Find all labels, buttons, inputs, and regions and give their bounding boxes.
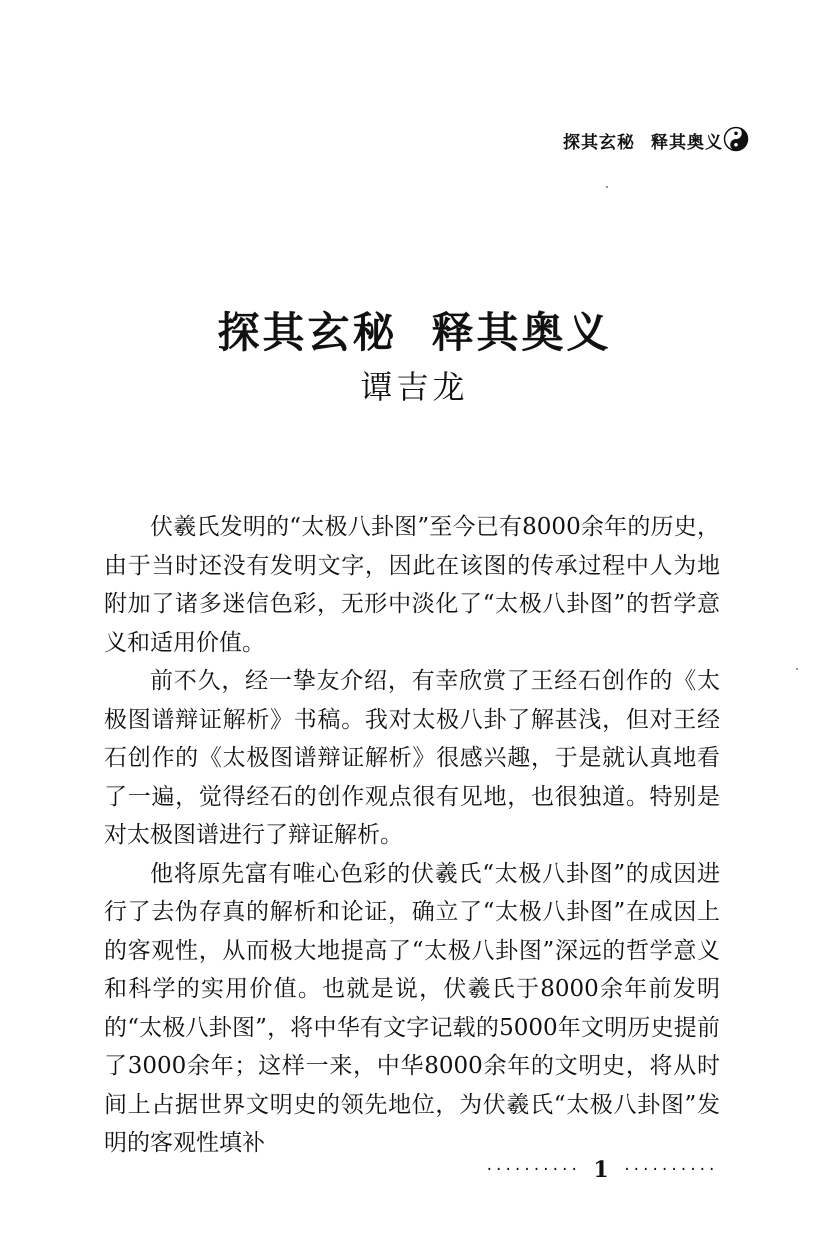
page-title [0, 300, 829, 360]
page-number: 1 [593, 1157, 609, 1183]
header-right-text: 释其奥义 [651, 133, 723, 153]
page-folio [485, 1157, 717, 1183]
header-left-text: 探其玄秘 [563, 133, 635, 153]
paragraph-3: 他将原先富有唯心色彩的伏羲氏“太极八卦图”的成因进行了去伪存真的解析和论证，确立了“太极八卦图”在成因上的客观性，从而极大地提高了“太极八卦图”深远的哲学意义和科学的实用价值。也就是说，伏羲氏于8000余年前发明的“太极八卦图”，将中华有文字记载的5000年文明历史提前了3000余年；这样一来，中华8000余年的文明史，将从时间上占据世界文明史的领先地位，为伏羲氏“太极八卦图”发明的客观性填补 [104, 860, 720, 1156]
author-name: 谭吉龙 [360, 368, 469, 406]
scan-speck [796, 668, 798, 670]
folio-dots-left: ·········· [485, 1162, 580, 1178]
paragraph-1: 伏羲氏发明的“太极八卦图”至今已有8000余年的历史，由于当时还没有发明文字，因此在该图的传承过程中人为地附加了诸多迷信色彩，无形中淡化了“太极八卦图”的哲学意义和适用价值。 [104, 514, 720, 656]
yin-yang-icon [723, 126, 749, 152]
paragraph-2: 前不久，经一挚友介绍，有幸欣赏了王经石创作的《太极图谱辩证解析》书稿。我对太极八卦了解甚浅，但对王经石创作的《太极图谱辩证解析》很感兴趣，于是就认真地看了一遍，觉得经石的创作观点很有见地，也很独道。特别是对太极图谱进行了辩证解析。 [104, 668, 720, 848]
article-body [104, 508, 720, 1163]
folio-dots-right: ·········· [622, 1162, 717, 1178]
scan-speck [606, 186, 608, 188]
title-part-1: 探其玄秘 [217, 308, 398, 357]
running-header [563, 128, 723, 153]
title-part-2: 释其奥义 [431, 308, 612, 357]
